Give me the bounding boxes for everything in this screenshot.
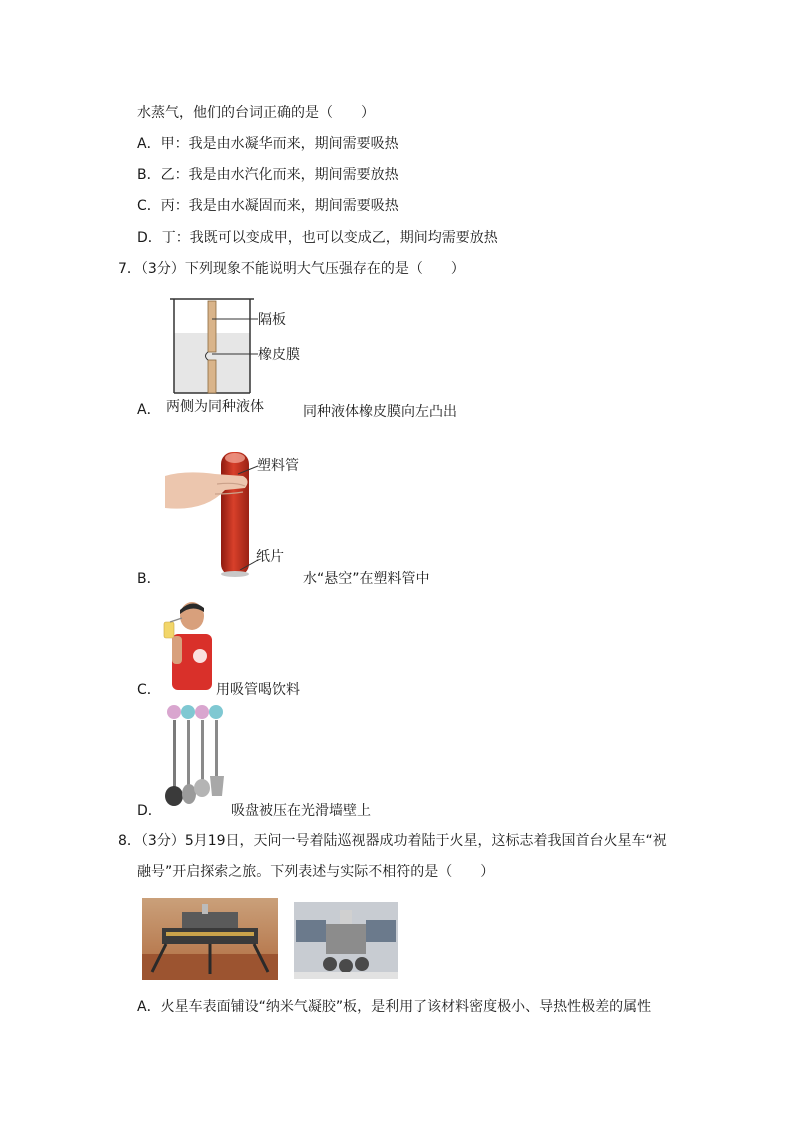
q7-option-c-text: 用吸管喝饮料 (216, 682, 300, 698)
q7-option-b-letter: B． (137, 571, 161, 587)
ladle-handle (173, 720, 176, 790)
q6-option-b: B．乙：我是由水汽化而来，期间需要放热 (137, 167, 399, 183)
q7-a-label-membrane: 橡皮膜 (258, 347, 300, 363)
spoon-handle (187, 720, 190, 786)
q7-d-suction-figure (162, 702, 230, 812)
q8-mars-lander-photo (142, 898, 278, 980)
q8-stem-line2: 融号”开启探索之旅。下列表述与实际不相符的是（ ） (137, 864, 495, 880)
spoon (182, 784, 196, 804)
gold-foil (166, 932, 254, 936)
q7-b-label-tube: 塑料管 (257, 458, 299, 474)
rover-on-top (182, 912, 238, 928)
paper-sheet (221, 571, 249, 577)
mast (202, 904, 208, 914)
q7-option-d-text: 吸盘被压在光滑墙壁上 (231, 803, 371, 819)
q7-b-label-paper: 纸片 (256, 549, 284, 565)
shirt-print (193, 649, 207, 663)
juice-cup (164, 622, 174, 638)
wheel-3 (355, 957, 369, 971)
skimmer (194, 779, 210, 797)
rover-body (326, 924, 366, 954)
solar-panel-left (296, 920, 326, 942)
q8-rover-photo (294, 902, 398, 979)
spatula (210, 776, 224, 796)
ladle (165, 786, 183, 806)
spatula-handle (215, 720, 218, 776)
wheel-2 (339, 959, 353, 973)
q7-a-fig-caption: 两侧为同种液体 (166, 399, 264, 415)
q7-option-a-letter: A． (137, 402, 161, 418)
skimmer-handle (201, 720, 204, 780)
suction-cup-2 (181, 705, 195, 719)
suction-cup-4 (209, 705, 223, 719)
suction-cup-1 (167, 705, 181, 719)
q7-stem: 7．（3分）下列现象不能说明大气压强存在的是（ ） (118, 261, 465, 277)
q7-a-leader-lines (210, 305, 260, 365)
q7-option-d-letter: D． (137, 803, 162, 819)
solar-panel-right (366, 920, 396, 942)
arm (172, 636, 182, 664)
q7-option-c-letter: C． (137, 682, 161, 698)
floor (294, 972, 398, 979)
q8-stem-line1: 8．（3分）5月19日，天问一号着陆巡视器成功着陆于火星，这标志着我国首台火星车“祝 (118, 833, 667, 849)
suction-cup-3 (195, 705, 209, 719)
q7-c-boy-figure (160, 596, 216, 690)
straw (170, 618, 182, 622)
q6-option-c: C．丙：我是由水凝固而来，期间需要吸热 (137, 198, 399, 214)
q8-option-a: A．火星车表面铺设“纳米气凝胶”板，是利用了该材料密度极小、导热性极差的属性 (137, 999, 652, 1015)
q7-a-label-partition: 隔板 (258, 312, 286, 328)
q7-option-b-text: 水“悬空”在塑料管中 (303, 571, 430, 587)
q6-option-d: D．丁：我既可以变成甲，也可以变成乙，期间均需要放热 (137, 230, 498, 246)
q6-stem-tail: 水蒸气，他们的台词正确的是（ ） (137, 105, 375, 121)
q7-option-a-text: 同种液体橡皮膜向左凸出 (303, 404, 457, 420)
rover-mast (340, 910, 352, 924)
wheel-1 (323, 957, 337, 971)
q6-option-a: A．甲：我是由水凝华而来，期间需要吸热 (137, 136, 399, 152)
